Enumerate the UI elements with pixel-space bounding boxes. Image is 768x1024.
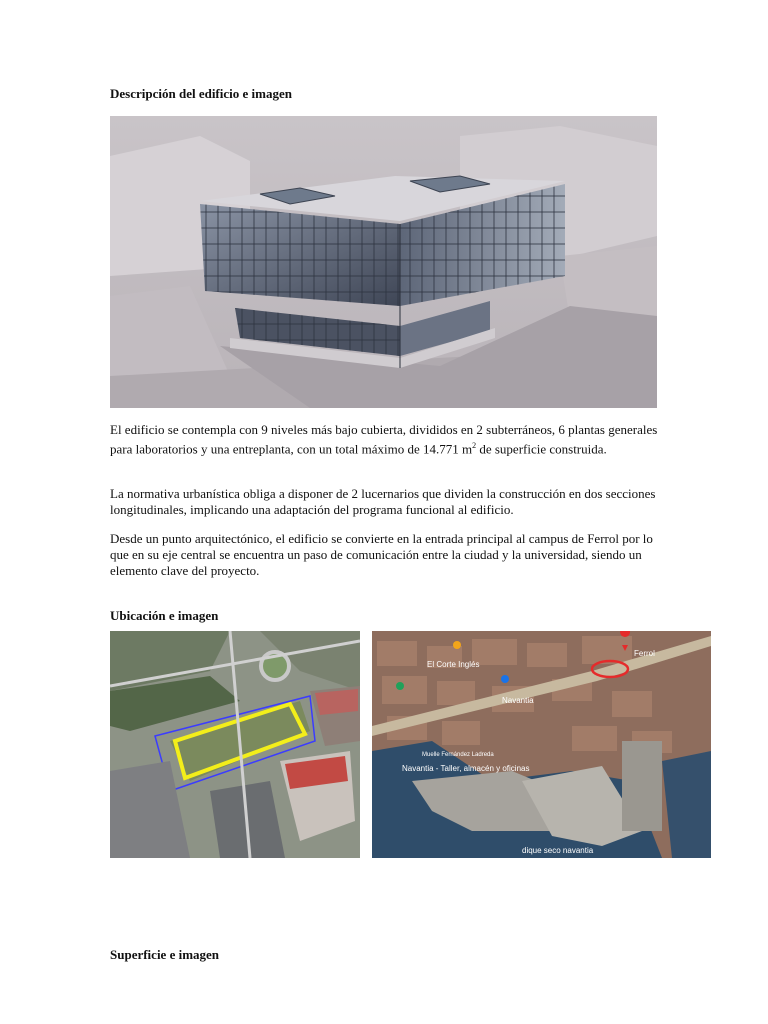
map-label-ferrol: Ferrol [634,649,655,658]
map-label-navantia: Navantia [502,696,534,705]
city-map-aerial-image [372,631,711,858]
paragraph-text: El edificio se contempla con 9 niveles más bajo cubierta, divididos en 2 subterráneos, 6 plantas generales para laboratorios y una entreplanta, con un total máximo de 14.771 m [110,422,658,457]
section-heading-surface: Superficie e imagen [110,947,220,962]
paragraph-building-levels [110,422,670,457]
map-label-el-corte-ingles: El Corte Inglés [427,660,480,669]
map-label-muelle: Muelle Fernández Ladreda [422,752,494,758]
paragraph-text: de superficie construida. [476,441,607,457]
paragraph-architecture: Desde un punto arquitectónico, el edificio se convierte en la entrada principal al campus de Ferrol por lo que en su eje central se encuentra un paso de comunicación entre la ciudad y la universidad, siendo un elemento clave del proyecto. [110,531,653,578]
superscript: 2 [472,441,477,450]
map-label-dique-seco: dique seco navantia [522,846,594,855]
paragraph-regulation: La normativa urbanística obliga a disponer de 2 lucernarios que dividen la construcción en dos secciones longitudinales, implicando una adaptación del programa funcional al edificio. [110,486,656,517]
map-label-navantia-taller: Navantia - Taller, almacén y oficinas [402,764,530,773]
section-heading-location: Ubicación e imagen [110,608,219,623]
section-heading-description: Descripción del edificio e imagen [110,86,292,101]
cadastral-aerial-image [110,631,360,858]
building-render-image [110,116,657,408]
